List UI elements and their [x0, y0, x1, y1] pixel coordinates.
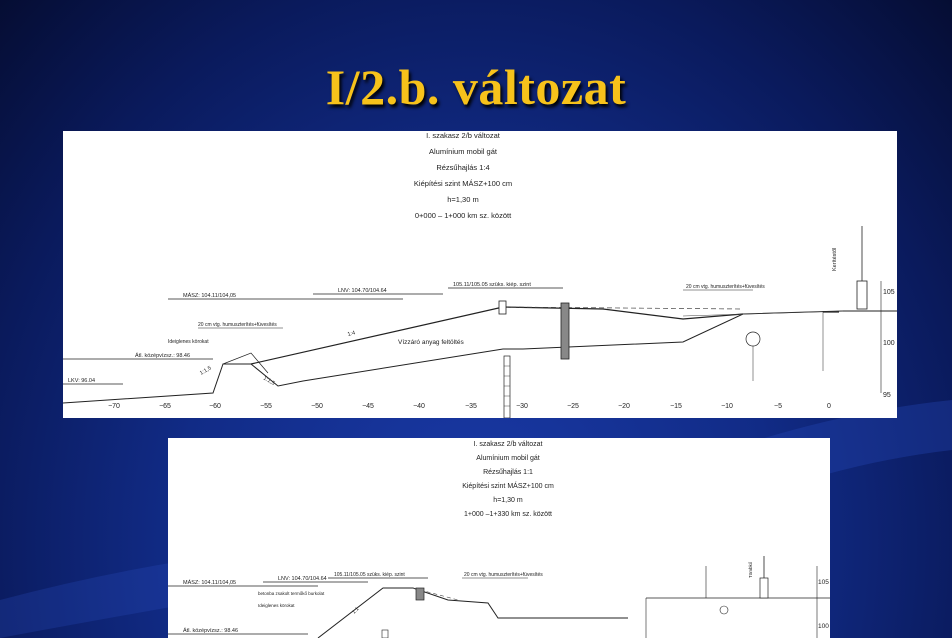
x-tick: −15	[670, 403, 682, 410]
drawing1-header	[414, 131, 512, 220]
cross-section-2-svg	[168, 438, 830, 638]
y-tick-100: 100	[883, 340, 895, 347]
x-tick: −40	[413, 403, 425, 410]
sheet-pile	[504, 356, 510, 418]
humusz-left-label: 20 cm vtg. humuszterítés+füvesítés	[198, 322, 277, 328]
tomb-label: Tömbkő	[748, 561, 753, 578]
ideig-label: Ideiglenes körokat	[168, 339, 209, 345]
y-tick-105: 105	[818, 579, 829, 586]
x-tick: −65	[159, 403, 171, 410]
masz-label: MÁSZ: 104.11/104,05	[183, 580, 237, 586]
x-tick: −25	[567, 403, 579, 410]
x-tick: −50	[311, 403, 323, 410]
humusz-right-label: 20 cm vtg. humuszterítés+füvesítés	[686, 284, 765, 290]
lnv-label: LNV: 104.70/104.64	[278, 576, 327, 582]
x-tick: −35	[465, 403, 477, 410]
y-tick-105: 105	[883, 289, 895, 296]
x-tick: 0	[827, 403, 831, 410]
x-tick: −45	[362, 403, 374, 410]
header-line-4: Kiépítési szint MÁSZ+100 cm	[462, 483, 554, 490]
fill-label: Vízzáró anyag feltöltés	[398, 339, 464, 346]
kozep-label: Átl. középvízsz.: 98.46	[135, 353, 191, 359]
lkv-label: LKV: 96.04	[68, 378, 96, 384]
slope-a-label: 1:1,5	[199, 365, 213, 377]
header-line-3: Rézsűhajlás 1:1	[483, 469, 533, 476]
slope-b-label: 1:1,5	[262, 375, 276, 387]
y-tick-100: 100	[818, 623, 829, 630]
x-tick: −20	[618, 403, 630, 410]
pipe-circle	[746, 332, 760, 346]
humusz-label: 20 cm vtg. humuszterítés+füvesítés	[464, 572, 543, 578]
drawing2-header	[462, 441, 554, 518]
x-tick: −5	[774, 403, 782, 410]
fence-post	[857, 281, 867, 309]
x-tick: −70	[108, 403, 120, 410]
cross-section-drawing-2	[168, 438, 830, 638]
ideig-label: Ideiglenes körokat	[258, 603, 295, 608]
kiep-label: 105.11/105.05 szüks. kiép. szint	[453, 282, 531, 288]
header-line-2: Alumínium mobil gát	[476, 455, 540, 462]
header-line-2: Alumínium mobil gát	[429, 147, 497, 156]
cross-section-1-svg	[63, 131, 897, 418]
embankment-profile	[318, 588, 628, 638]
y-tick-95: 95	[883, 392, 891, 399]
toe-berm	[223, 353, 268, 373]
x-tick: −10	[721, 403, 733, 410]
kertkotol-label: Kerítéstől	[832, 247, 838, 271]
x-tick: −30	[516, 403, 528, 410]
header-line-5: h=1,30 m	[493, 497, 523, 504]
header-line-1: I. szakasz 2/b változat	[426, 131, 500, 140]
beton-label: betonba zsakolt termőkő burkolat	[258, 591, 325, 596]
slide-title: I/2.b. változat	[325, 59, 627, 115]
header-line-3: Rézsűhajlás 1:4	[436, 163, 490, 172]
header-line-1: I. szakasz 2/b változat	[473, 441, 543, 448]
mobile-dam-post-1	[499, 301, 506, 314]
slope-label: 1:1	[351, 606, 361, 616]
crown-line	[683, 311, 843, 316]
header-line-6: 0+000 – 1+000 km sz. között	[414, 211, 512, 220]
mobile-dam-wall	[561, 303, 569, 359]
cross-section-drawing-1	[63, 131, 897, 418]
kiep-label: 105.11/105.05 szüks. kiép. szint	[334, 572, 405, 578]
header-line-5: h=1,30 m	[447, 195, 479, 204]
kozep-label: Átl. középvízsz.: 98.46	[183, 628, 239, 634]
embankment-top	[251, 307, 743, 364]
lnv-label: LNV: 104.70/104.64	[338, 288, 387, 294]
fence-post-2	[760, 578, 768, 598]
slope-main-label: 1:4	[347, 330, 356, 338]
x-tick: −60	[209, 403, 221, 410]
header-line-4: Kiépítési szint MÁSZ+100 cm	[413, 179, 513, 188]
x-tick: −55	[260, 403, 272, 410]
x-axis-ticks	[108, 403, 831, 410]
masz-label: MÁSZ: 104.11/104,05	[183, 293, 237, 299]
header-line-6: 1+000 –1+330 km sz. között	[464, 511, 552, 518]
mobile-dam-post	[416, 588, 424, 600]
